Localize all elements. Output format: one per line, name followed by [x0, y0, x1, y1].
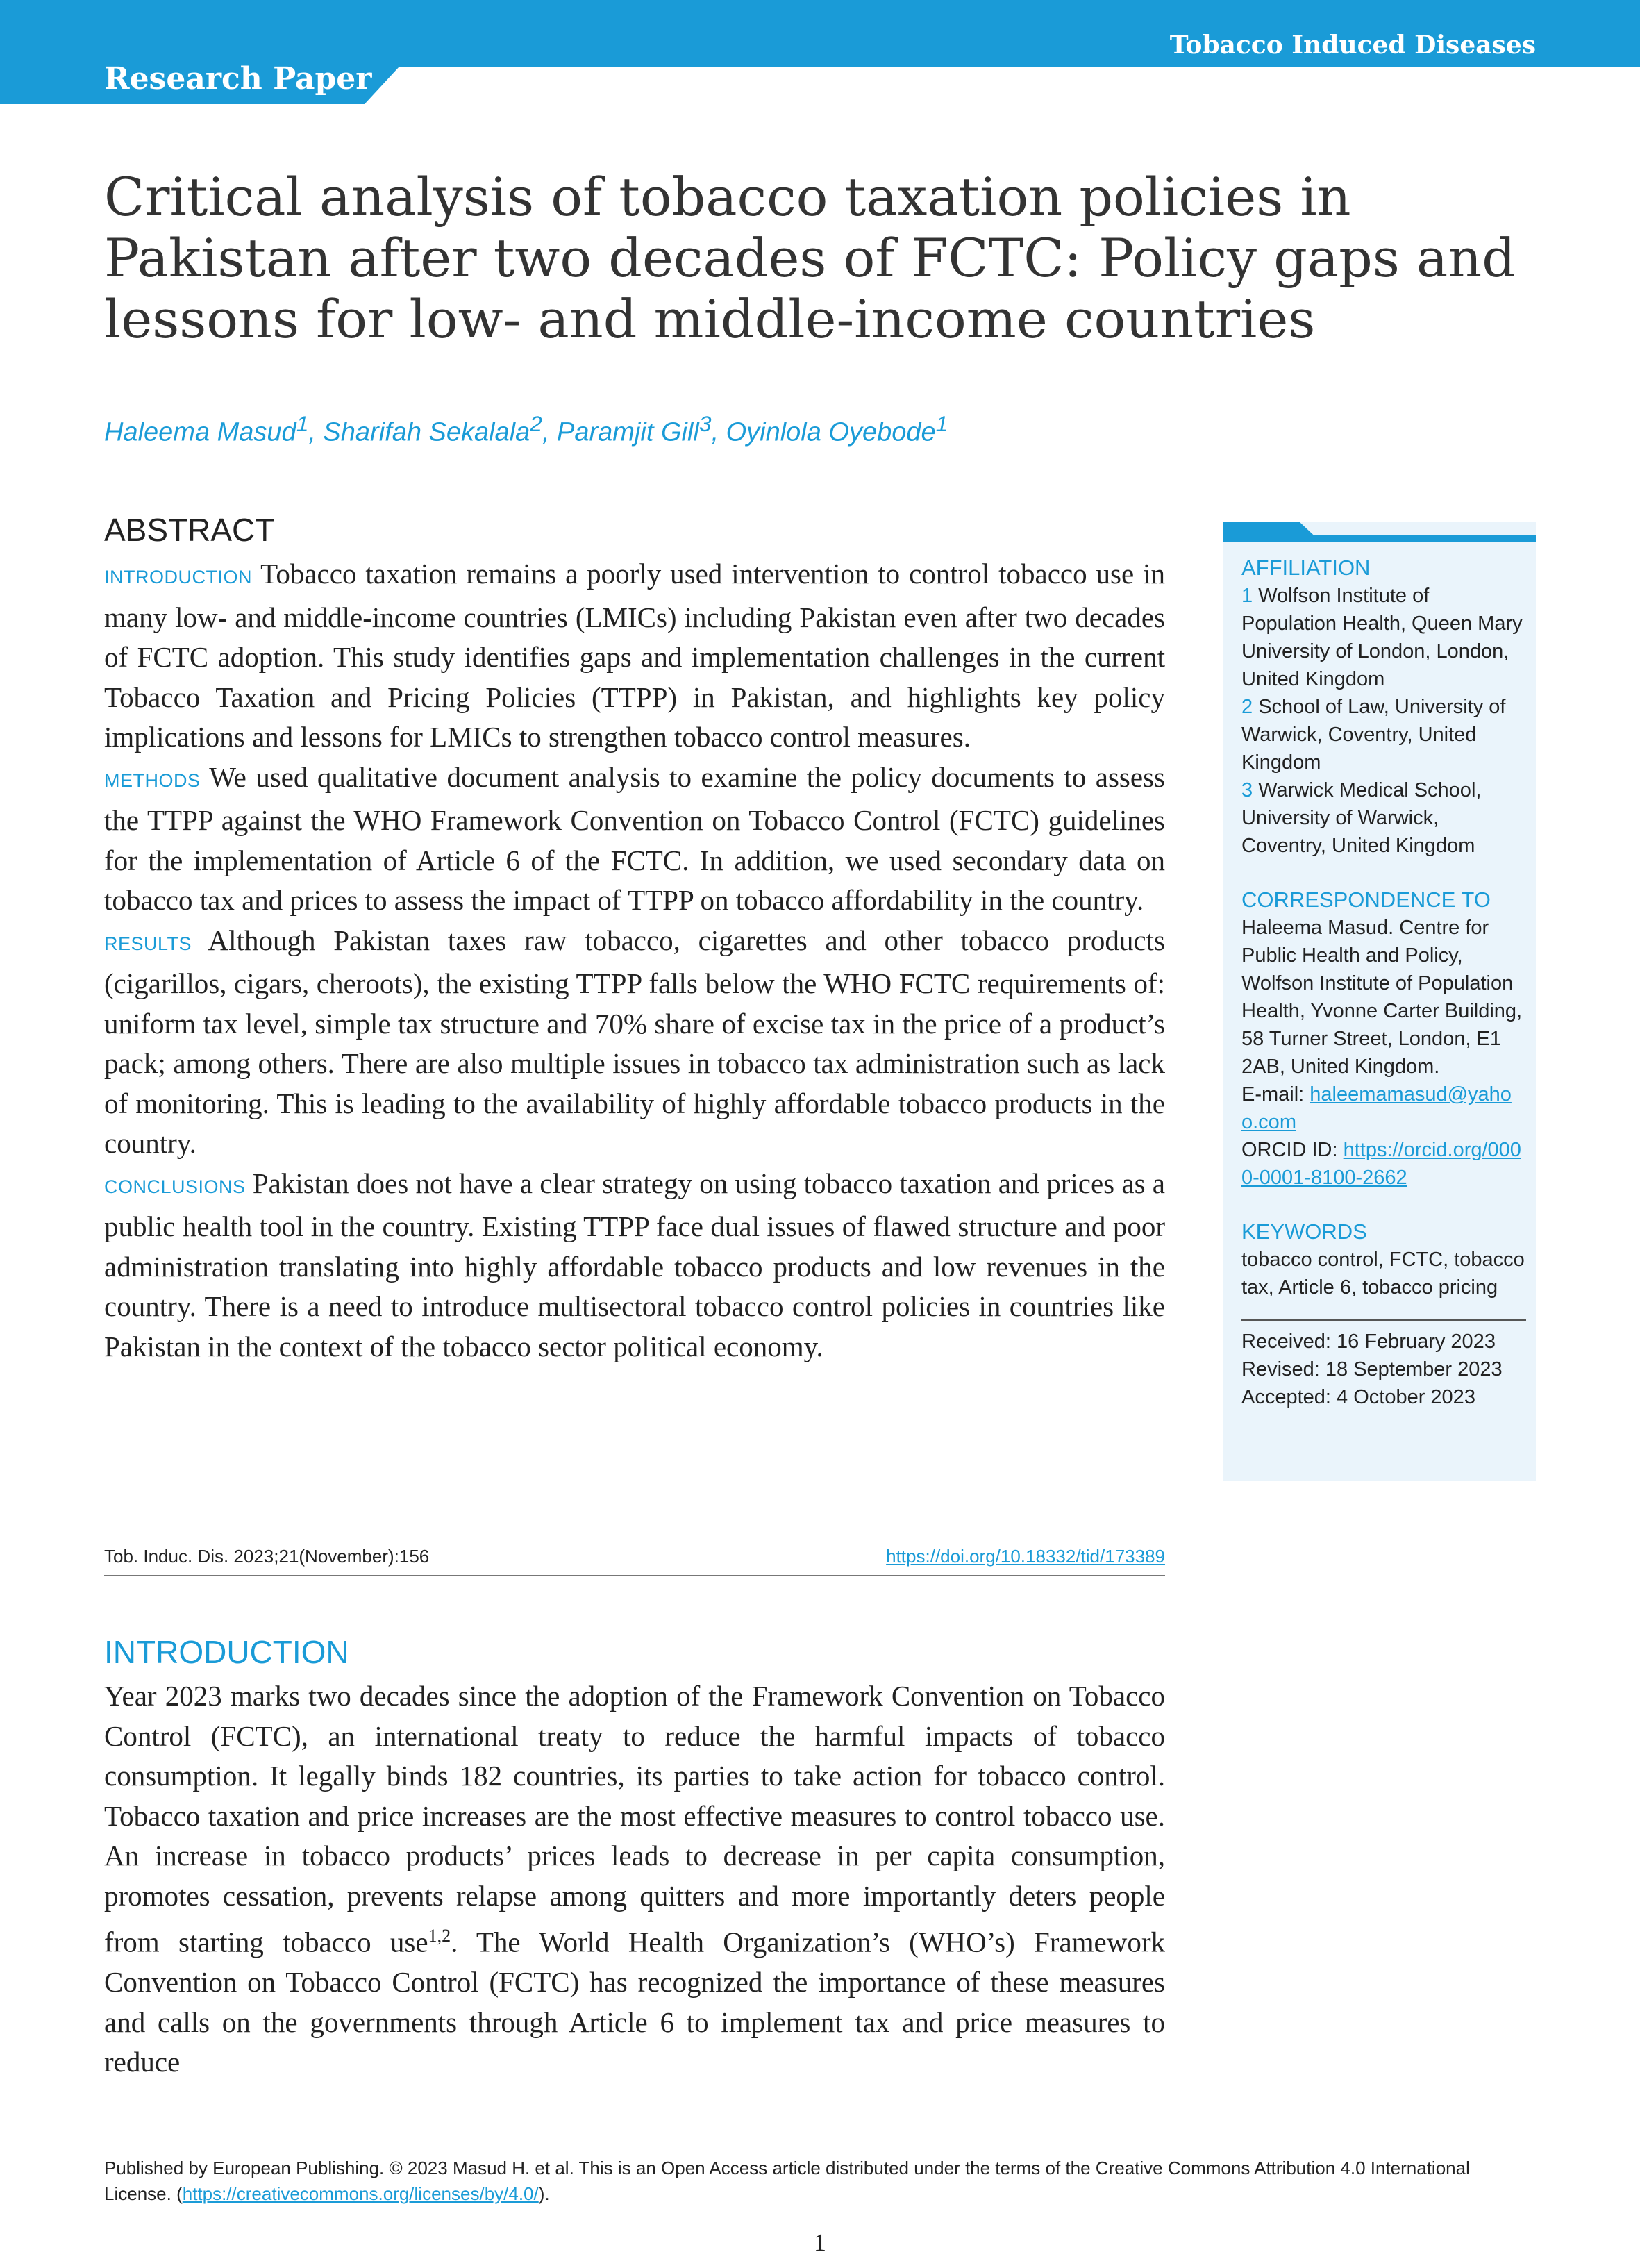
- author-affiliation-ref: 3: [698, 411, 712, 436]
- sidebar-tab-graphic: [1223, 522, 1536, 542]
- introduction-text: Year 2023 marks two decades since the adoption of the Framework Convention on Tobacco Control (FCTC), an international treaty to reduce the harmful impacts of tobacco consumption. It legally binds 182 countries, its parties to take action for tobacco control. Tobacco taxation and price increases are the most effective measures to control tobacco use. An increase in tobacco products’ prices leads to decrease in per capita consumption, promotes cessation, prevents relapse among quitters and more importantly deters people from starting tobacco use: [104, 1680, 1165, 1958]
- journal-name: Tobacco Induced Diseases: [1169, 31, 1536, 60]
- affiliation-number: 1: [1241, 585, 1253, 607]
- revised-date: Revised: 18 September 2023: [1241, 1358, 1503, 1381]
- received-date: Received: 16 February 2023: [1241, 1331, 1496, 1353]
- affiliation-item: [1241, 582, 1526, 693]
- affiliation-item: [1241, 776, 1526, 860]
- author-name: Sharifah Sekalala: [323, 417, 530, 447]
- orcid-row: [1241, 1136, 1526, 1192]
- author-affiliation-ref: 2: [530, 411, 542, 436]
- citation-divider: [104, 1575, 1165, 1576]
- abstract-section: [104, 758, 1165, 921]
- accepted-date: Accepted: 4 October 2023: [1241, 1386, 1475, 1408]
- abstract-section-text: We used qualitative document analysis to examine the policy documents to assess the TTPP against the WHO Framework Convention on Tobacco Control (FCTC) guidelines for the implementation of Article 6 of the FCTC. In addition, we used secondary data on tobacco tax and prices to assess the impact of TTPP on tobacco affordability in the country.: [104, 760, 1165, 916]
- introduction-heading: INTRODUCTION: [104, 1634, 349, 1670]
- introduction-text-continued: . The World Health Organization’s (WHO’s) Framework Convention on Tobacco Control (FCTC) has recognized the importance of these measures and calls on the governments through Article 6 to implement tax and price measures to reduce: [104, 1926, 1165, 2078]
- affiliation-item: [1241, 693, 1526, 776]
- keywords-text: tobacco control, FCTC, tobacco tax, Article 6, tobacco pricing: [1241, 1249, 1525, 1299]
- email-link[interactable]: haleemamasud@yahoo.com: [1241, 1083, 1512, 1133]
- abstract-body: [104, 554, 1165, 1367]
- abstract-section-text: Although Pakistan taxes raw tobacco, cigarettes and other tobacco products (cigarillos, cigars, cheroots), the existing TTPP falls below the WHO FCTC requirements of: uniform tax level, simple tax structure and 70% share of excise tax in the price of a product’s pack; among others. There are also multiple issues in tobacco tax administration such as lack of monitoring. This is leading to the availability of highly affordable tobacco products in the country.: [104, 924, 1165, 1159]
- abstract-section-label: INTRODUCTION: [104, 567, 252, 587]
- abstract-heading: ABSTRACT: [104, 512, 275, 548]
- keywords-heading: KEYWORDS: [1241, 1219, 1367, 1244]
- doi-link[interactable]: https://doi.org/10.18332/tid/173389: [886, 1546, 1165, 1567]
- article-dates: [1241, 1319, 1526, 1411]
- author-name: Oyinlola Oyebode: [726, 417, 936, 447]
- license-footer: [104, 2156, 1534, 2207]
- page-number: 1: [814, 2228, 826, 2256]
- abstract-section: [104, 554, 1165, 758]
- abstract-section-label: METHODS: [104, 769, 201, 791]
- abstract-section-text: Tobacco taxation remains a poorly used intervention to control tobacco use in many low- and middle-income countries (LMICs) including Pakistan even after two decades of FCTC adoption. This study identifies gaps and implementation challenges in the current Tobacco Taxation and Pricing Policies (TTPP) in Pakistan, and highlights key policy implications and lessons for LMICs to strengthen tobacco control measures.: [104, 558, 1165, 753]
- abstract-section-text: Pakistan does not have a clear strategy on using tobacco taxation and prices as a public health tool in the country. Existing TTPP face dual issues of flawed structure and poor administration translating into highly affordable tobacco products and low revenues in the country. There is a need to introduce multisectoral tobacco control policies in countries like Pakistan in the context of the tobacco sector political economy.: [104, 1167, 1166, 1362]
- correspondence-text: Haleema Masud. Centre for Public Health and Policy, Wolfson Institute of Population Health, Yvonne Carter Building, 58 Turner Street, London, E1 2AB, United Kingdom.: [1241, 917, 1523, 1078]
- affiliation-text: Warwick Medical School, University of Warwick, Coventry, United Kingdom: [1241, 779, 1482, 857]
- orcid-link[interactable]: https://orcid.org/0000-0001-8100-2662: [1241, 1139, 1521, 1189]
- affiliation-number: 2: [1241, 696, 1253, 718]
- author-name: Haleema Masud: [104, 417, 296, 447]
- email-label: E-mail:: [1241, 1083, 1305, 1106]
- article-title: Critical analysis of tobacco taxation policies in Pakistan after two decades of FCTC: Policy gaps and lessons for low- and middle-income countries: [104, 166, 1516, 350]
- affiliation-text: School of Law, University of Warwick, Coventry, United Kingdom: [1241, 696, 1506, 774]
- abstract-section: [104, 921, 1165, 1164]
- author-affiliation-ref: 1: [296, 411, 309, 436]
- journal-header-band: [0, 0, 1640, 104]
- affiliation-number: 3: [1241, 779, 1253, 801]
- correspondence-heading: CORRESPONDENCE TO: [1241, 887, 1491, 912]
- reference-superscript[interactable]: 1,2: [428, 1926, 451, 1946]
- citation-line: [104, 1546, 1165, 1567]
- introduction-paragraph: [104, 1676, 1165, 2083]
- citation-reference: Tob. Induc. Dis. 2023;21(November):156: [104, 1546, 430, 1567]
- sidebar-content: [1241, 554, 1526, 1411]
- article-type: Research Paper: [104, 61, 372, 97]
- license-link[interactable]: https://creativecommons.org/licenses/by/4.0/: [182, 2183, 539, 2204]
- author-affiliation-ref: 1: [935, 411, 948, 436]
- abstract-section-label: CONCLUSIONS: [104, 1176, 246, 1197]
- author-list: Haleema Masud$^1$, Sharifah Sekalala$^2$, Paramjit Gill$^3$, Oyinlola Oyebode$^1$: [104, 411, 948, 447]
- abstract-section: [104, 1164, 1165, 1367]
- abstract-section-label: RESULTS: [104, 933, 192, 954]
- license-text: Published by European Publishing. © 2023 Masud H. et al. This is an Open Access article distributed under the terms of the Creative Commons Attribution 4.0 International License. (: [104, 2158, 1470, 2204]
- affiliation-text: Wolfson Institute of Population Health, Queen Mary University of London, London, United Kingdom: [1241, 585, 1523, 690]
- email-row: [1241, 1081, 1526, 1136]
- license-close: ).: [538, 2183, 550, 2204]
- author-name: Paramjit Gill: [557, 417, 699, 447]
- affiliation-heading: AFFILIATION: [1241, 556, 1371, 580]
- orcid-label: ORCID ID:: [1241, 1139, 1338, 1161]
